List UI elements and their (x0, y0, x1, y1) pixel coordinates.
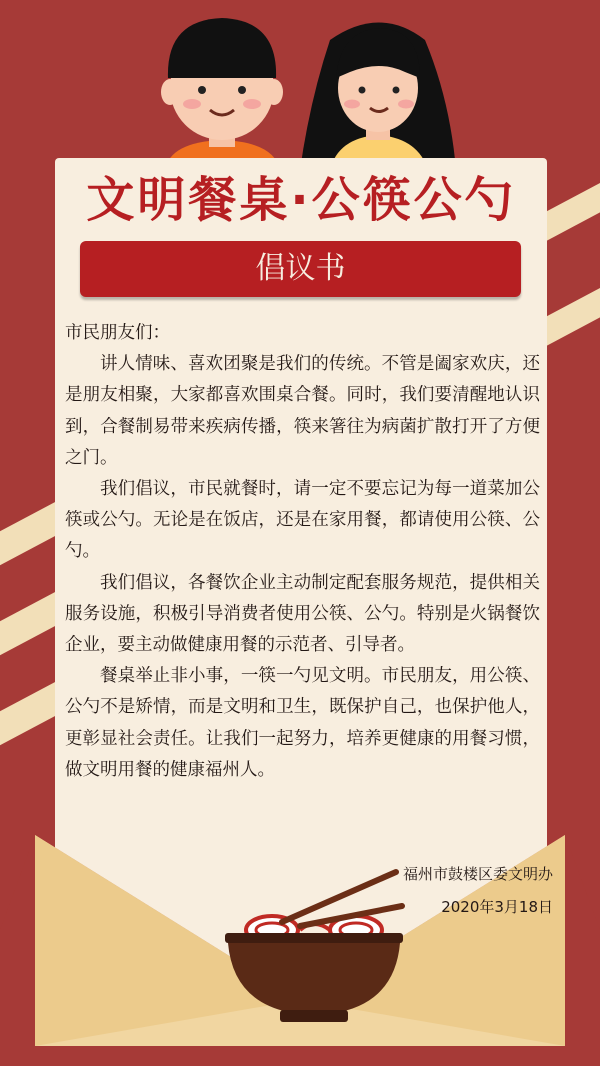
greeting: 市民朋友们： (65, 323, 170, 343)
kids-illustration (0, 0, 600, 170)
paragraph-public-chopsticks: 我们倡议，市民就餐时，请一定不要忘记为每一道菜加公筷或公勺。无论是在饭店，还是在家用餐，都请使用公筷、公勺。 (65, 479, 540, 562)
signature-org: 福州市鼓楼区委文明办 (402, 865, 553, 883)
letter-body (65, 318, 540, 786)
paragraph-tradition: 讲人情味、喜欢团聚是我们的传统。不管是阖家欢庆，还是朋友相聚，大家都喜欢围桌合餐。同时，我们要清醒地认识到，合餐制易带来疾病传播，筷来箸往为病菌扩散打开了方便之门。 (65, 354, 540, 468)
banner-heading: 倡议书 (80, 241, 521, 297)
page-title: 文明餐桌·公筷公勺 (86, 172, 516, 228)
paragraph-civility: 餐桌举止非小事，一筷一勺见文明。市民朋友，用公筷、公勺不是矫情，而是文明和卫生，既保护自己，也保护他人，更彰显社会责任。让我们一起努力，培养更健康的用餐习惯，做文明用餐的健康福州人。 (65, 666, 540, 780)
paragraph-restaurants: 我们倡议，各餐饮企业主动制定配套服务规范，提供相关服务设施，积极引导消费者使用公筷、公勺。特别是火锅餐饮企业，要主动做健康用餐的示范者、引导者。 (65, 572, 540, 656)
girl-illustration (300, 23, 456, 171)
boy-illustration (161, 18, 283, 170)
envelope-illustration (0, 820, 600, 1066)
signature (300, 858, 553, 924)
signature-date: 2020年3月18日 (441, 898, 553, 916)
